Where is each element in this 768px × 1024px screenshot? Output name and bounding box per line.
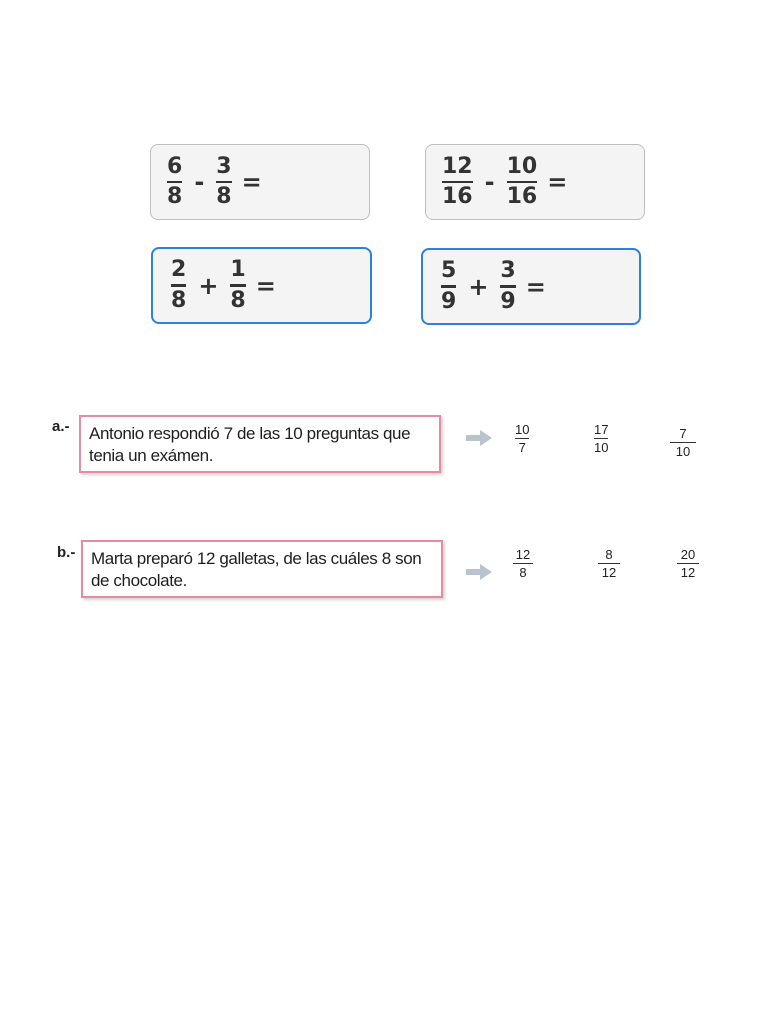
- problem-a-statement: Antonio respondió 7 de las 10 preguntas que tenia un exámen.: [79, 415, 441, 473]
- operator: -: [194, 168, 205, 196]
- fraction-b: $\frac{3}{8}$: [216, 153, 232, 210]
- equals-sign: =: [255, 271, 276, 300]
- fraction-a: $\frac{2}{8}$: [171, 257, 187, 313]
- equals-sign: =: [547, 168, 568, 196]
- fraction-a: $\frac{12}{16}$: [442, 153, 473, 210]
- operator: +: [468, 272, 489, 301]
- equals-sign: =: [525, 272, 546, 301]
- operator: -: [484, 168, 495, 196]
- option-fraction[interactable]: 8 12: [598, 548, 620, 579]
- equals-sign: =: [241, 168, 262, 196]
- option-fraction[interactable]: 17 10: [594, 422, 609, 456]
- option-fraction[interactable]: 12 8: [513, 548, 533, 579]
- option-fraction[interactable]: 20 12: [677, 548, 699, 579]
- arrow-right-icon: [465, 429, 493, 447]
- fraction-a: $\frac{6}{8}$: [167, 153, 183, 210]
- equation-box-3[interactable]: [151, 247, 372, 324]
- option-fraction[interactable]: 7 10: [670, 427, 696, 458]
- fraction-b: $\frac{10}{16}$: [506, 153, 538, 210]
- option-fraction[interactable]: 10 7: [515, 422, 530, 456]
- fraction-b: $\frac{3}{9}$: [500, 258, 516, 314]
- equation-box-1[interactable]: [150, 144, 370, 220]
- equation-box-4[interactable]: [421, 248, 641, 325]
- problem-b-label: b.-: [57, 544, 76, 561]
- fraction-b: $\frac{1}{8}$: [230, 257, 246, 313]
- equation-box-2[interactable]: [425, 144, 645, 220]
- operator: +: [198, 271, 219, 300]
- problem-b-statement: Marta preparó 12 galletas, de las cuáles 8 son de chocolate.: [81, 540, 443, 598]
- fraction-a: $\frac{5}{9}$: [441, 258, 457, 314]
- arrow-right-icon: [465, 563, 493, 581]
- problem-a-label: a.-: [52, 418, 70, 435]
